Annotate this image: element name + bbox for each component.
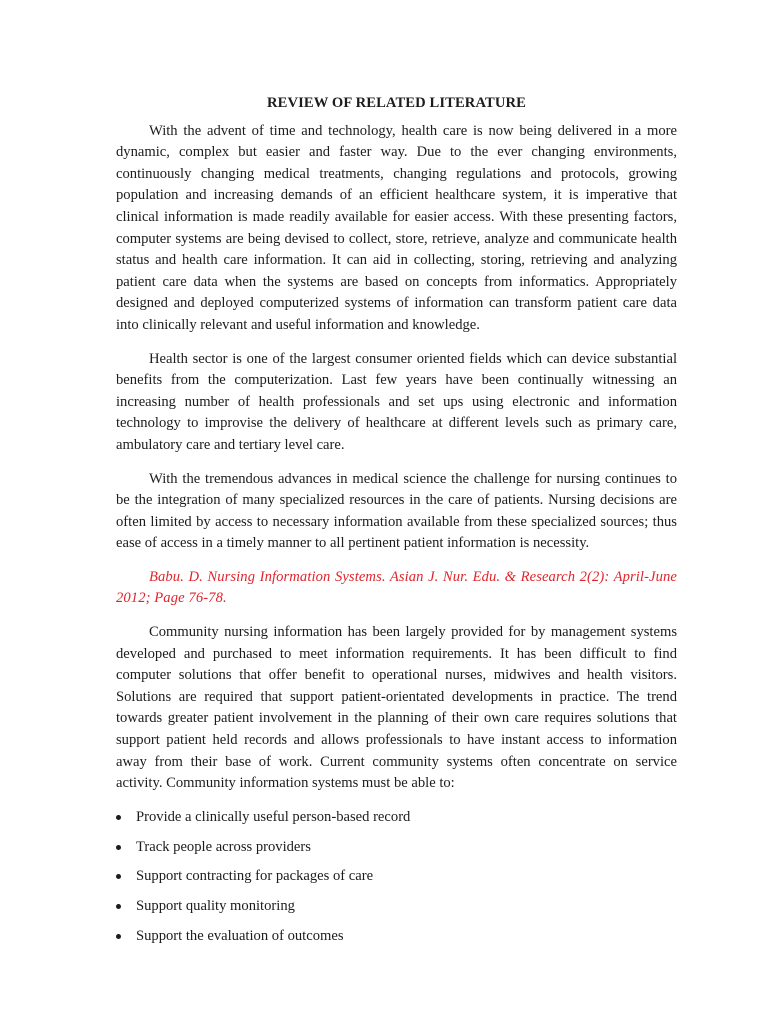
list-item (116, 837, 677, 859)
requirements-list (116, 807, 677, 948)
bullet-icon (116, 845, 121, 850)
paragraph-community-nursing: Community nursing information has been largely provided for by management systems developed and purchased to meet information requirements. It has been difficult to find computer solutions that offer benefit to operational nurses, midwives and health visitors. Solutions are required that support patient-orientated developments in practice. The trend towards greater patient involvement in the planning of their own care requires solutions that support patient held records and allows professionals to have instant access to information away from their base of work. Current community systems often concentrate on service activity. Community information systems must be able to: (116, 624, 677, 792)
list-item (116, 807, 677, 829)
list-item-text: Track people across providers (136, 838, 311, 855)
list-item (116, 866, 677, 888)
paragraph-intro: With the advent of time and technology, health care is now being delivered in a more dynamic, complex but easier and faster way. Due to the ever changing environments, continuously changing medical treatments, changing regulations and protocols, growing population and increasing demands of an efficient healthcare system, it is imperative that clinical information is made readily available for easier access. With these presenting factors, computer systems are being devised to collect, store, retrieve, analyze and communicate health status and health care information. It can aid in collecting, storing, retrieving and analyzing patient care data when the systems are based on concepts from informatics. Appropriately designed and deployed computerized systems of information can transform patient care data into clinically relevant and useful information and knowledge. (116, 122, 677, 333)
list-item-text: Provide a clinically useful person-based record (136, 808, 411, 825)
list-item-text: Support contracting for packages of care (136, 868, 374, 885)
citation: Babu. D. Nursing Information Systems. Asian J. Nur. Edu. & Research 2(2): April-June 2012; Page 76-78. (116, 568, 677, 607)
list-item (116, 926, 677, 948)
list-item (116, 896, 677, 918)
bullet-icon (116, 874, 121, 879)
bullet-icon (116, 815, 121, 820)
bullet-icon (116, 934, 121, 939)
page-title: REVIEW OF RELATED LITERATURE (267, 95, 526, 111)
paragraph-health-sector: Health sector is one of the largest consumer oriented fields which can device substantial benefits from the computerization. Last few years have been continually witnessing an increasing number of health professionals and set ups using electronic and information technology to improvise the delivery of healthcare at different levels such as primary care, ambulatory care and tertiary level care. (116, 350, 677, 453)
bullet-icon (116, 904, 121, 909)
list-item-text: Support the evaluation of outcomes (136, 927, 344, 944)
paragraph-nursing-challenge: With the tremendous advances in medical science the challenge for nursing continues to be the integration of many specialized resources in the care of patients. Nursing decisions are often limited by access to necessary information available from these specialized sources; thus ease of access in a timely manner to all pertinent patient information is necessity. (116, 470, 677, 552)
list-item-text: Support quality monitoring (136, 898, 295, 915)
